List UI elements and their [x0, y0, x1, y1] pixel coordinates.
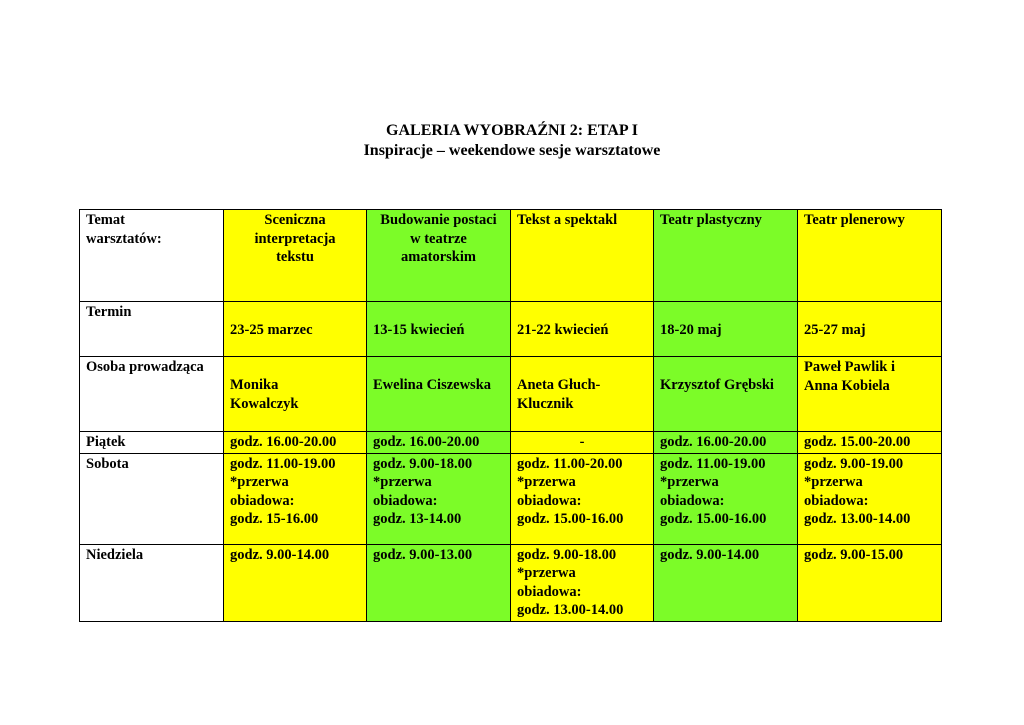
document-subtitle: Inspiracje – weekendowe sesje warsztatowe — [363, 142, 661, 159]
row-sunday — [80, 544, 942, 621]
row-label-friday: Piątek — [80, 432, 224, 454]
sunday-cell-5: godz. 9.00-15.00 — [798, 544, 942, 621]
topic-cell-3: Tekst a spektakl — [511, 210, 654, 302]
saturday-cell-3: godz. 11.00-20.00 *przerwa obiadowa: godz. 15.00-16.00 — [511, 453, 654, 544]
row-workshop-topic — [80, 210, 942, 302]
instructor-cell-5: Paweł Pawlik i Anna Kobiela — [798, 357, 942, 432]
friday-cell-1: godz. 16.00-20.00 — [224, 432, 367, 454]
saturday-cell-4: godz. 11.00-19.00 *przerwa obiadowa: godz. 15.00-16.00 — [654, 453, 798, 544]
row-saturday — [80, 453, 942, 544]
sunday-cell-2: godz. 9.00-13.00 — [367, 544, 511, 621]
row-label-instructor: Osoba prowadząca — [80, 357, 224, 432]
instructor-cell-2: Ewelina Ciszewska — [367, 357, 511, 432]
row-friday — [80, 432, 942, 454]
term-cell-4: 18-20 maj — [654, 302, 798, 357]
row-label-topic: Temat warsztatów: — [80, 210, 224, 302]
saturday-cell-5: godz. 9.00-19.00 *przerwa obiadowa: godz. 13.00-14.00 — [798, 453, 942, 544]
term-cell-2: 13-15 kwiecień — [367, 302, 511, 357]
friday-cell-3: - — [511, 432, 654, 454]
friday-cell-5: godz. 15.00-20.00 — [798, 432, 942, 454]
saturday-cell-1: godz. 11.00-19.00 *przerwa obiadowa: godz. 15-16.00 — [224, 453, 367, 544]
term-cell-5: 25-27 maj — [798, 302, 942, 357]
sunday-cell-4: godz. 9.00-14.00 — [654, 544, 798, 621]
friday-cell-2: godz. 16.00-20.00 — [367, 432, 511, 454]
topic-cell-1: Sceniczna interpretacja tekstu — [224, 210, 367, 302]
instructor-cell-1: Monika Kowalczyk — [224, 357, 367, 432]
saturday-cell-2: godz. 9.00-18.00 *przerwa obiadowa: godz. 13-14.00 — [367, 453, 511, 544]
row-term — [80, 302, 942, 357]
document-title: GALERIA WYOBRAŹNI 2: ETAP I — [386, 122, 638, 139]
term-cell-3: 21-22 kwiecień — [511, 302, 654, 357]
workshop-schedule-table — [79, 209, 942, 622]
instructor-cell-3: Aneta Głuch- Klucznik — [511, 357, 654, 432]
sunday-cell-3: godz. 9.00-18.00 *przerwa obiadowa: godz. 13.00-14.00 — [511, 544, 654, 621]
sunday-cell-1: godz. 9.00-14.00 — [224, 544, 367, 621]
row-label-saturday: Sobota — [80, 453, 224, 544]
friday-cell-4: godz. 16.00-20.00 — [654, 432, 798, 454]
row-label-sunday: Niedziela — [80, 544, 224, 621]
topic-cell-4: Teatr plastyczny — [654, 210, 798, 302]
topic-cell-5: Teatr plenerowy — [798, 210, 942, 302]
row-label-term: Termin — [80, 302, 224, 357]
row-instructor — [80, 357, 942, 432]
term-cell-1: 23-25 marzec — [224, 302, 367, 357]
instructor-cell-4: Krzysztof Grębski — [654, 357, 798, 432]
topic-cell-2: Budowanie postaci w teatrze amatorskim — [367, 210, 511, 302]
